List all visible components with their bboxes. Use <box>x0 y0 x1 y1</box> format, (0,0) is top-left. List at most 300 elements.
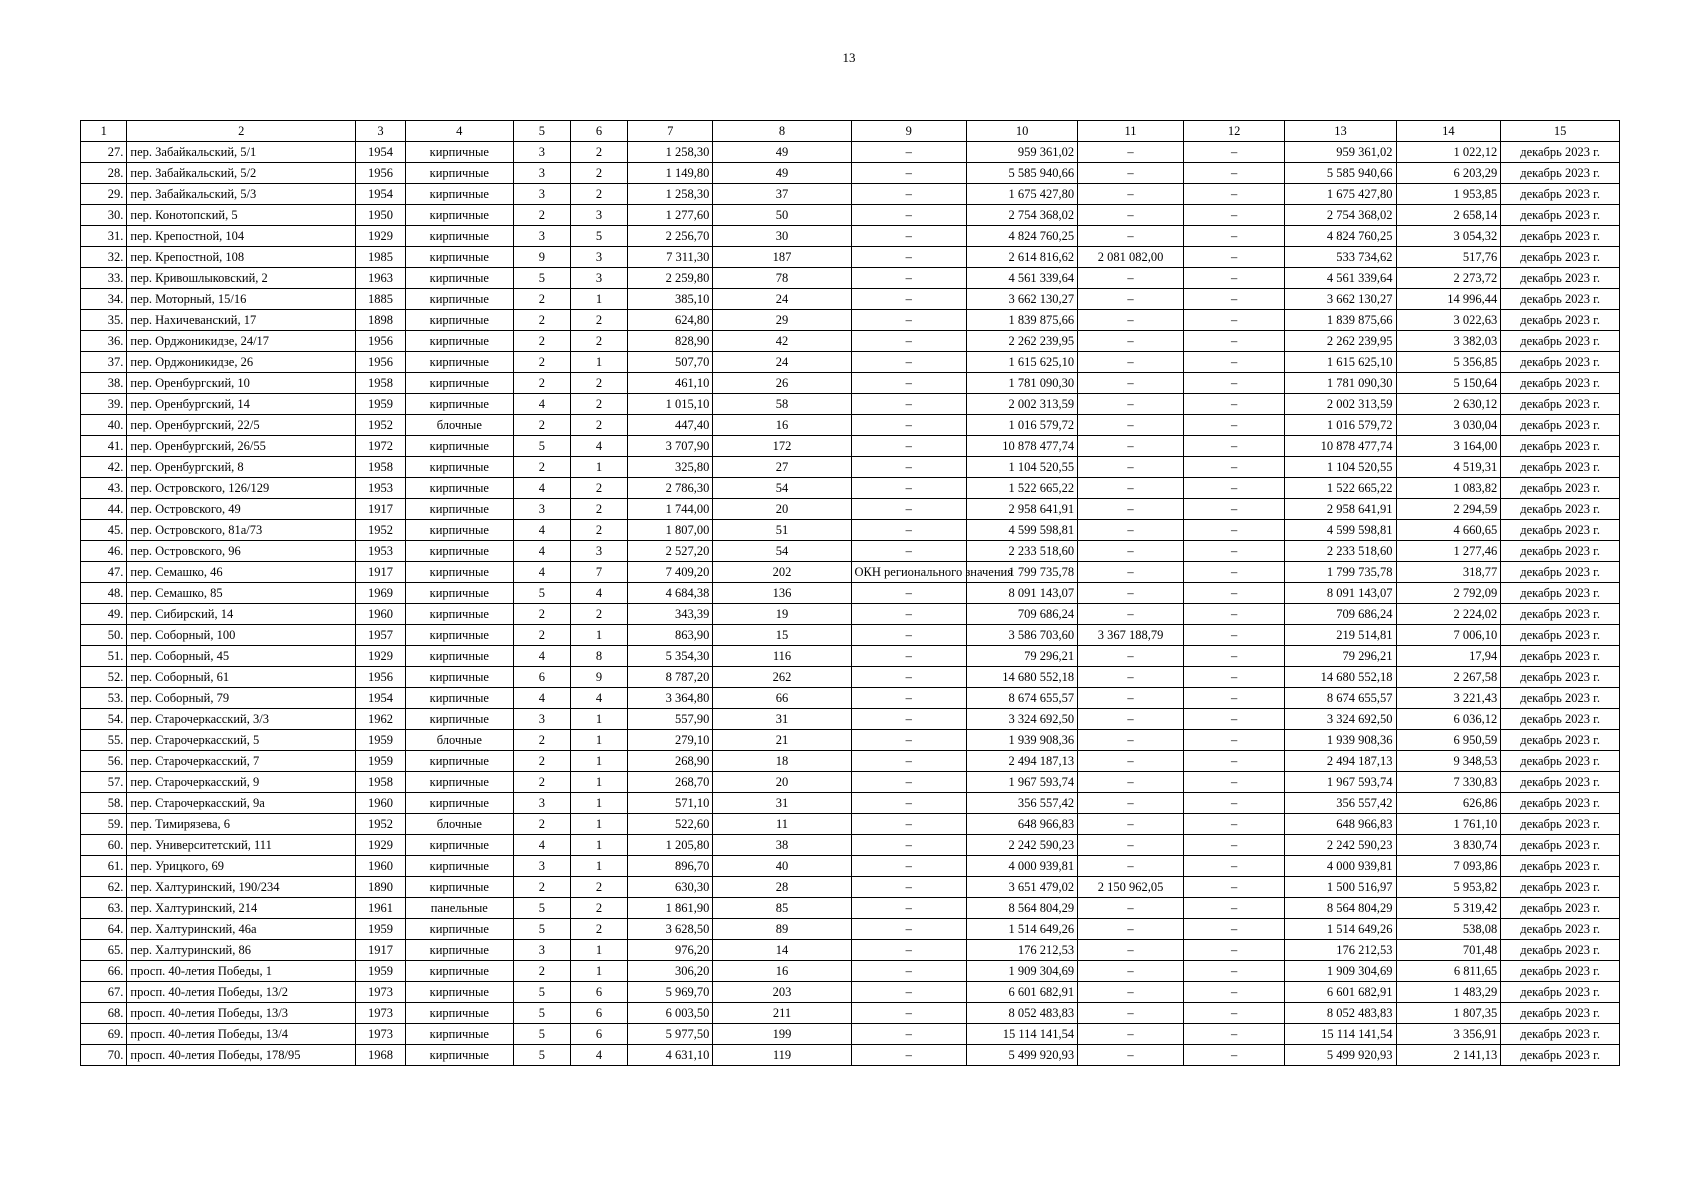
cell-address: пер. Старочеркасский, 9а <box>127 793 356 814</box>
cell-area: 1 149,80 <box>628 163 713 184</box>
cell-heritage-status: – <box>851 478 966 499</box>
table-row <box>81 247 1620 268</box>
cell-deadline: декабрь 2023 г. <box>1501 1003 1620 1024</box>
cell-cost-per-unit: 9 348,53 <box>1396 751 1501 772</box>
cell-cost-per-unit: 2 267,58 <box>1396 667 1501 688</box>
cell-area: 325,80 <box>628 457 713 478</box>
cell-funding-col-12: – <box>1183 730 1284 751</box>
cell-deadline: декабрь 2023 г. <box>1501 709 1620 730</box>
cell-funding-col-12: – <box>1183 583 1284 604</box>
cell-funding-col-12: – <box>1183 331 1284 352</box>
cell-funding-col-11: – <box>1078 730 1184 751</box>
column-header: 2 <box>127 121 356 142</box>
cell-funding-col-11: – <box>1078 457 1184 478</box>
cell-deadline: декабрь 2023 г. <box>1501 919 1620 940</box>
cell-area: 2 527,20 <box>628 541 713 562</box>
cell-year-built: 1960 <box>356 604 406 625</box>
cell-address: пер. Сибирский, 14 <box>127 604 356 625</box>
cell-wall-material: кирпичные <box>405 562 513 583</box>
cell-wall-material: кирпичные <box>405 583 513 604</box>
cell-year-built: 1962 <box>356 709 406 730</box>
cell-residents: 24 <box>713 289 851 310</box>
cell-area: 279,10 <box>628 730 713 751</box>
table-row <box>81 604 1620 625</box>
cell-floors: 4 <box>513 562 570 583</box>
cell-row-number: 48. <box>81 583 127 604</box>
cell-total-cost: 2 494 187,13 <box>967 751 1078 772</box>
cell-year-built: 1885 <box>356 289 406 310</box>
cell-cost-per-unit: 7 093,86 <box>1396 856 1501 877</box>
cell-entrances: 1 <box>570 856 627 877</box>
table-row <box>81 919 1620 940</box>
cell-row-number: 59. <box>81 814 127 835</box>
cell-row-number: 66. <box>81 961 127 982</box>
cell-wall-material: кирпичные <box>405 940 513 961</box>
cell-total-cost: 5 499 920,93 <box>967 1045 1078 1066</box>
cell-remaining-cost: 2 242 590,23 <box>1285 835 1396 856</box>
cell-total-cost: 8 674 655,57 <box>967 688 1078 709</box>
cell-year-built: 1969 <box>356 583 406 604</box>
cell-year-built: 1917 <box>356 940 406 961</box>
cell-deadline: декабрь 2023 г. <box>1501 625 1620 646</box>
cell-total-cost: 10 878 477,74 <box>967 436 1078 457</box>
cell-year-built: 1963 <box>356 268 406 289</box>
table-row <box>81 877 1620 898</box>
cell-funding-col-12: – <box>1183 394 1284 415</box>
cell-total-cost: 709 686,24 <box>967 604 1078 625</box>
cell-address: пер. Старочеркасский, 5 <box>127 730 356 751</box>
table-row <box>81 373 1620 394</box>
cell-floors: 4 <box>513 646 570 667</box>
cell-deadline: декабрь 2023 г. <box>1501 478 1620 499</box>
cell-floors: 2 <box>513 205 570 226</box>
column-header: 12 <box>1183 121 1284 142</box>
cell-deadline: декабрь 2023 г. <box>1501 793 1620 814</box>
cell-address: пер. Соборный, 100 <box>127 625 356 646</box>
cell-funding-col-12: – <box>1183 982 1284 1003</box>
cell-row-number: 68. <box>81 1003 127 1024</box>
cell-total-cost: 3 586 703,60 <box>967 625 1078 646</box>
cell-year-built: 1959 <box>356 730 406 751</box>
cell-funding-col-11: 2 150 962,05 <box>1078 877 1184 898</box>
cell-total-cost: 4 000 939,81 <box>967 856 1078 877</box>
column-header: 1 <box>81 121 127 142</box>
cell-remaining-cost: 8 564 804,29 <box>1285 898 1396 919</box>
table-row <box>81 772 1620 793</box>
cell-year-built: 1959 <box>356 961 406 982</box>
cell-entrances: 2 <box>570 877 627 898</box>
cell-floors: 2 <box>513 625 570 646</box>
cell-address: пер. Семашко, 85 <box>127 583 356 604</box>
cell-address: пер. Соборный, 45 <box>127 646 356 667</box>
cell-remaining-cost: 1 967 593,74 <box>1285 772 1396 793</box>
cell-area: 1 744,00 <box>628 499 713 520</box>
cell-cost-per-unit: 2 792,09 <box>1396 583 1501 604</box>
cell-area: 447,40 <box>628 415 713 436</box>
cell-row-number: 70. <box>81 1045 127 1066</box>
cell-wall-material: кирпичные <box>405 478 513 499</box>
cell-residents: 89 <box>713 919 851 940</box>
cell-total-cost: 1 514 649,26 <box>967 919 1078 940</box>
cell-funding-col-11: – <box>1078 982 1184 1003</box>
cell-remaining-cost: 3 324 692,50 <box>1285 709 1396 730</box>
table-row <box>81 205 1620 226</box>
cell-deadline: декабрь 2023 г. <box>1501 898 1620 919</box>
cell-heritage-status: – <box>851 772 966 793</box>
cell-year-built: 1954 <box>356 688 406 709</box>
cell-funding-col-12: – <box>1183 205 1284 226</box>
cell-cost-per-unit: 5 953,82 <box>1396 877 1501 898</box>
cell-entrances: 1 <box>570 814 627 835</box>
cell-remaining-cost: 4 561 339,64 <box>1285 268 1396 289</box>
cell-residents: 54 <box>713 478 851 499</box>
cell-heritage-status: – <box>851 814 966 835</box>
cell-wall-material: кирпичные <box>405 142 513 163</box>
cell-address: пер. Соборный, 79 <box>127 688 356 709</box>
cell-deadline: декабрь 2023 г. <box>1501 835 1620 856</box>
cell-year-built: 1968 <box>356 1045 406 1066</box>
cell-total-cost: 1 909 304,69 <box>967 961 1078 982</box>
cell-heritage-status: ОКН регионального значения <box>851 562 966 583</box>
cell-area: 3 364,80 <box>628 688 713 709</box>
cell-floors: 4 <box>513 520 570 541</box>
cell-deadline: декабрь 2023 г. <box>1501 310 1620 331</box>
cell-entrances: 9 <box>570 667 627 688</box>
cell-heritage-status: – <box>851 961 966 982</box>
cell-funding-col-12: – <box>1183 646 1284 667</box>
cell-row-number: 38. <box>81 373 127 394</box>
cell-remaining-cost: 1 909 304,69 <box>1285 961 1396 982</box>
cell-funding-col-12: – <box>1183 814 1284 835</box>
cell-funding-col-11: – <box>1078 373 1184 394</box>
cell-floors: 2 <box>513 604 570 625</box>
cell-heritage-status: – <box>851 205 966 226</box>
cell-address: пер. Халтуринский, 190/234 <box>127 877 356 898</box>
cell-funding-col-11: – <box>1078 667 1184 688</box>
cell-total-cost: 356 557,42 <box>967 793 1078 814</box>
cell-area: 863,90 <box>628 625 713 646</box>
cell-wall-material: кирпичные <box>405 352 513 373</box>
cell-address: пер. Оренбургский, 10 <box>127 373 356 394</box>
cell-remaining-cost: 8 052 483,83 <box>1285 1003 1396 1024</box>
cell-wall-material: кирпичные <box>405 856 513 877</box>
cell-entrances: 1 <box>570 772 627 793</box>
cell-area: 2 256,70 <box>628 226 713 247</box>
cell-funding-col-12: – <box>1183 709 1284 730</box>
cell-address: пер. Конотопский, 5 <box>127 205 356 226</box>
cell-entrances: 1 <box>570 751 627 772</box>
cell-funding-col-11: – <box>1078 226 1184 247</box>
cell-area: 5 354,30 <box>628 646 713 667</box>
cell-wall-material: кирпичные <box>405 1045 513 1066</box>
cell-heritage-status: – <box>851 940 966 961</box>
table-row <box>81 499 1620 520</box>
cell-floors: 3 <box>513 184 570 205</box>
cell-total-cost: 8 052 483,83 <box>967 1003 1078 1024</box>
cell-wall-material: кирпичные <box>405 961 513 982</box>
cell-remaining-cost: 6 601 682,91 <box>1285 982 1396 1003</box>
cell-floors: 3 <box>513 856 570 877</box>
cell-address: пер. Нахичеванский, 17 <box>127 310 356 331</box>
cell-funding-col-11: – <box>1078 709 1184 730</box>
cell-deadline: декабрь 2023 г. <box>1501 604 1620 625</box>
cell-row-number: 63. <box>81 898 127 919</box>
cell-wall-material: блочные <box>405 415 513 436</box>
cell-area: 343,39 <box>628 604 713 625</box>
cell-wall-material: блочные <box>405 730 513 751</box>
cell-remaining-cost: 533 734,62 <box>1285 247 1396 268</box>
cell-deadline: декабрь 2023 г. <box>1501 646 1620 667</box>
cell-residents: 58 <box>713 394 851 415</box>
cell-heritage-status: – <box>851 730 966 751</box>
cell-cost-per-unit: 7 006,10 <box>1396 625 1501 646</box>
cell-cost-per-unit: 2 141,13 <box>1396 1045 1501 1066</box>
cell-funding-col-12: – <box>1183 478 1284 499</box>
cell-row-number: 45. <box>81 520 127 541</box>
cell-floors: 9 <box>513 247 570 268</box>
cell-cost-per-unit: 701,48 <box>1396 940 1501 961</box>
cell-residents: 187 <box>713 247 851 268</box>
cell-total-cost: 1 939 908,36 <box>967 730 1078 751</box>
cell-entrances: 2 <box>570 163 627 184</box>
cell-entrances: 1 <box>570 835 627 856</box>
cell-funding-col-12: – <box>1183 835 1284 856</box>
cell-floors: 5 <box>513 982 570 1003</box>
cell-wall-material: кирпичные <box>405 373 513 394</box>
cell-heritage-status: – <box>851 457 966 478</box>
cell-total-cost: 1 799 735,78 <box>967 562 1078 583</box>
column-header: 8 <box>713 121 851 142</box>
cell-deadline: декабрь 2023 г. <box>1501 877 1620 898</box>
cell-heritage-status: – <box>851 919 966 940</box>
cell-total-cost: 6 601 682,91 <box>967 982 1078 1003</box>
table-row <box>81 289 1620 310</box>
cell-wall-material: кирпичные <box>405 1024 513 1045</box>
cell-residents: 119 <box>713 1045 851 1066</box>
cell-address: пер. Халтуринский, 46а <box>127 919 356 940</box>
cell-residents: 172 <box>713 436 851 457</box>
cell-residents: 50 <box>713 205 851 226</box>
cell-deadline: декабрь 2023 г. <box>1501 688 1620 709</box>
cell-heritage-status: – <box>851 1024 966 1045</box>
cell-heritage-status: – <box>851 394 966 415</box>
cell-year-built: 1953 <box>356 478 406 499</box>
cell-heritage-status: – <box>851 226 966 247</box>
cell-floors: 3 <box>513 709 570 730</box>
cell-year-built: 1929 <box>356 226 406 247</box>
table-row <box>81 415 1620 436</box>
cell-remaining-cost: 14 680 552,18 <box>1285 667 1396 688</box>
cell-row-number: 67. <box>81 982 127 1003</box>
cell-address: пер. Соборный, 61 <box>127 667 356 688</box>
table-row <box>81 982 1620 1003</box>
cell-heritage-status: – <box>851 352 966 373</box>
cell-entrances: 6 <box>570 1003 627 1024</box>
cell-residents: 16 <box>713 415 851 436</box>
cell-entrances: 4 <box>570 436 627 457</box>
cell-floors: 4 <box>513 394 570 415</box>
cell-floors: 2 <box>513 352 570 373</box>
table-row <box>81 625 1620 646</box>
cell-heritage-status: – <box>851 856 966 877</box>
cell-floors: 5 <box>513 436 570 457</box>
cell-row-number: 52. <box>81 667 127 688</box>
cell-deadline: декабрь 2023 г. <box>1501 142 1620 163</box>
cell-year-built: 1950 <box>356 205 406 226</box>
cell-funding-col-11: – <box>1078 919 1184 940</box>
cell-deadline: декабрь 2023 г. <box>1501 268 1620 289</box>
cell-total-cost: 2 958 641,91 <box>967 499 1078 520</box>
cell-floors: 4 <box>513 688 570 709</box>
cell-row-number: 28. <box>81 163 127 184</box>
cell-deadline: декабрь 2023 г. <box>1501 499 1620 520</box>
cell-year-built: 1929 <box>356 835 406 856</box>
table-row <box>81 562 1620 583</box>
cell-address: пер. Орджоникидзе, 26 <box>127 352 356 373</box>
cell-funding-col-11: – <box>1078 541 1184 562</box>
table-row <box>81 331 1620 352</box>
cell-wall-material: кирпичные <box>405 499 513 520</box>
table-row <box>81 184 1620 205</box>
cell-residents: 202 <box>713 562 851 583</box>
cell-funding-col-11: – <box>1078 1024 1184 1045</box>
cell-deadline: декабрь 2023 г. <box>1501 583 1620 604</box>
cell-cost-per-unit: 3 356,91 <box>1396 1024 1501 1045</box>
cell-funding-col-11: – <box>1078 478 1184 499</box>
cell-heritage-status: – <box>851 604 966 625</box>
cell-address: пер. Кривошлыковский, 2 <box>127 268 356 289</box>
cell-cost-per-unit: 6 811,65 <box>1396 961 1501 982</box>
cell-row-number: 62. <box>81 877 127 898</box>
cell-wall-material: кирпичные <box>405 604 513 625</box>
cell-heritage-status: – <box>851 289 966 310</box>
column-header: 13 <box>1285 121 1396 142</box>
cell-total-cost: 2 002 313,59 <box>967 394 1078 415</box>
cell-remaining-cost: 176 212,53 <box>1285 940 1396 961</box>
table-row <box>81 583 1620 604</box>
cell-deadline: декабрь 2023 г. <box>1501 436 1620 457</box>
cell-total-cost: 3 324 692,50 <box>967 709 1078 730</box>
cell-total-cost: 2 614 816,62 <box>967 247 1078 268</box>
cell-row-number: 39. <box>81 394 127 415</box>
cell-year-built: 1952 <box>356 814 406 835</box>
cell-year-built: 1958 <box>356 457 406 478</box>
cell-residents: 11 <box>713 814 851 835</box>
cell-total-cost: 2 754 368,02 <box>967 205 1078 226</box>
table-row <box>81 667 1620 688</box>
column-header: 4 <box>405 121 513 142</box>
cell-heritage-status: – <box>851 667 966 688</box>
cell-area: 1 807,00 <box>628 520 713 541</box>
cell-heritage-status: – <box>851 163 966 184</box>
cell-funding-col-11: – <box>1078 436 1184 457</box>
cell-address: пер. Халтуринский, 86 <box>127 940 356 961</box>
cell-deadline: декабрь 2023 г. <box>1501 667 1620 688</box>
cell-heritage-status: – <box>851 625 966 646</box>
cell-entrances: 1 <box>570 730 627 751</box>
cell-wall-material: кирпичные <box>405 268 513 289</box>
cell-entrances: 2 <box>570 919 627 940</box>
cell-funding-col-11: 3 367 188,79 <box>1078 625 1184 646</box>
table-row <box>81 226 1620 247</box>
cell-area: 4 684,38 <box>628 583 713 604</box>
cell-residents: 20 <box>713 499 851 520</box>
cell-entrances: 2 <box>570 394 627 415</box>
table-row <box>81 478 1620 499</box>
cell-area: 1 861,90 <box>628 898 713 919</box>
cell-year-built: 1985 <box>356 247 406 268</box>
cell-floors: 2 <box>513 814 570 835</box>
cell-row-number: 56. <box>81 751 127 772</box>
cell-heritage-status: – <box>851 583 966 604</box>
cell-total-cost: 1 839 875,66 <box>967 310 1078 331</box>
cell-remaining-cost: 1 939 908,36 <box>1285 730 1396 751</box>
cell-cost-per-unit: 1 483,29 <box>1396 982 1501 1003</box>
cell-remaining-cost: 1 514 649,26 <box>1285 919 1396 940</box>
cell-heritage-status: – <box>851 499 966 520</box>
table-row <box>81 856 1620 877</box>
cell-row-number: 60. <box>81 835 127 856</box>
cell-area: 268,90 <box>628 751 713 772</box>
housing-register-table <box>80 120 1620 1066</box>
cell-residents: 203 <box>713 982 851 1003</box>
cell-row-number: 37. <box>81 352 127 373</box>
cell-total-cost: 1 016 579,72 <box>967 415 1078 436</box>
cell-entrances: 5 <box>570 226 627 247</box>
cell-year-built: 1959 <box>356 394 406 415</box>
cell-entrances: 2 <box>570 604 627 625</box>
cell-funding-col-12: – <box>1183 184 1284 205</box>
cell-remaining-cost: 4 824 760,25 <box>1285 226 1396 247</box>
cell-wall-material: кирпичные <box>405 310 513 331</box>
table-row <box>81 520 1620 541</box>
cell-remaining-cost: 1 104 520,55 <box>1285 457 1396 478</box>
cell-row-number: 44. <box>81 499 127 520</box>
cell-deadline: декабрь 2023 г. <box>1501 394 1620 415</box>
column-header: 5 <box>513 121 570 142</box>
cell-funding-col-12: – <box>1183 436 1284 457</box>
cell-wall-material: кирпичные <box>405 667 513 688</box>
cell-remaining-cost: 1 839 875,66 <box>1285 310 1396 331</box>
table-row <box>81 709 1620 730</box>
cell-total-cost: 176 212,53 <box>967 940 1078 961</box>
cell-address: пер. Старочеркасский, 9 <box>127 772 356 793</box>
cell-funding-col-11: – <box>1078 898 1184 919</box>
cell-floors: 2 <box>513 772 570 793</box>
cell-funding-col-12: – <box>1183 688 1284 709</box>
cell-funding-col-11: – <box>1078 856 1184 877</box>
cell-wall-material: блочные <box>405 814 513 835</box>
cell-year-built: 1959 <box>356 751 406 772</box>
cell-entrances: 2 <box>570 142 627 163</box>
cell-remaining-cost: 959 361,02 <box>1285 142 1396 163</box>
cell-funding-col-11: – <box>1078 940 1184 961</box>
cell-row-number: 65. <box>81 940 127 961</box>
cell-remaining-cost: 1 522 665,22 <box>1285 478 1396 499</box>
cell-wall-material: кирпичные <box>405 436 513 457</box>
cell-wall-material: кирпичные <box>405 625 513 646</box>
cell-funding-col-12: – <box>1183 247 1284 268</box>
cell-cost-per-unit: 538,08 <box>1396 919 1501 940</box>
cell-year-built: 1956 <box>356 352 406 373</box>
cell-total-cost: 648 966,83 <box>967 814 1078 835</box>
cell-wall-material: кирпичные <box>405 877 513 898</box>
cell-cost-per-unit: 3 030,04 <box>1396 415 1501 436</box>
cell-residents: 24 <box>713 352 851 373</box>
cell-address: просп. 40-летия Победы, 13/4 <box>127 1024 356 1045</box>
cell-wall-material: кирпичные <box>405 457 513 478</box>
cell-remaining-cost: 5 499 920,93 <box>1285 1045 1396 1066</box>
